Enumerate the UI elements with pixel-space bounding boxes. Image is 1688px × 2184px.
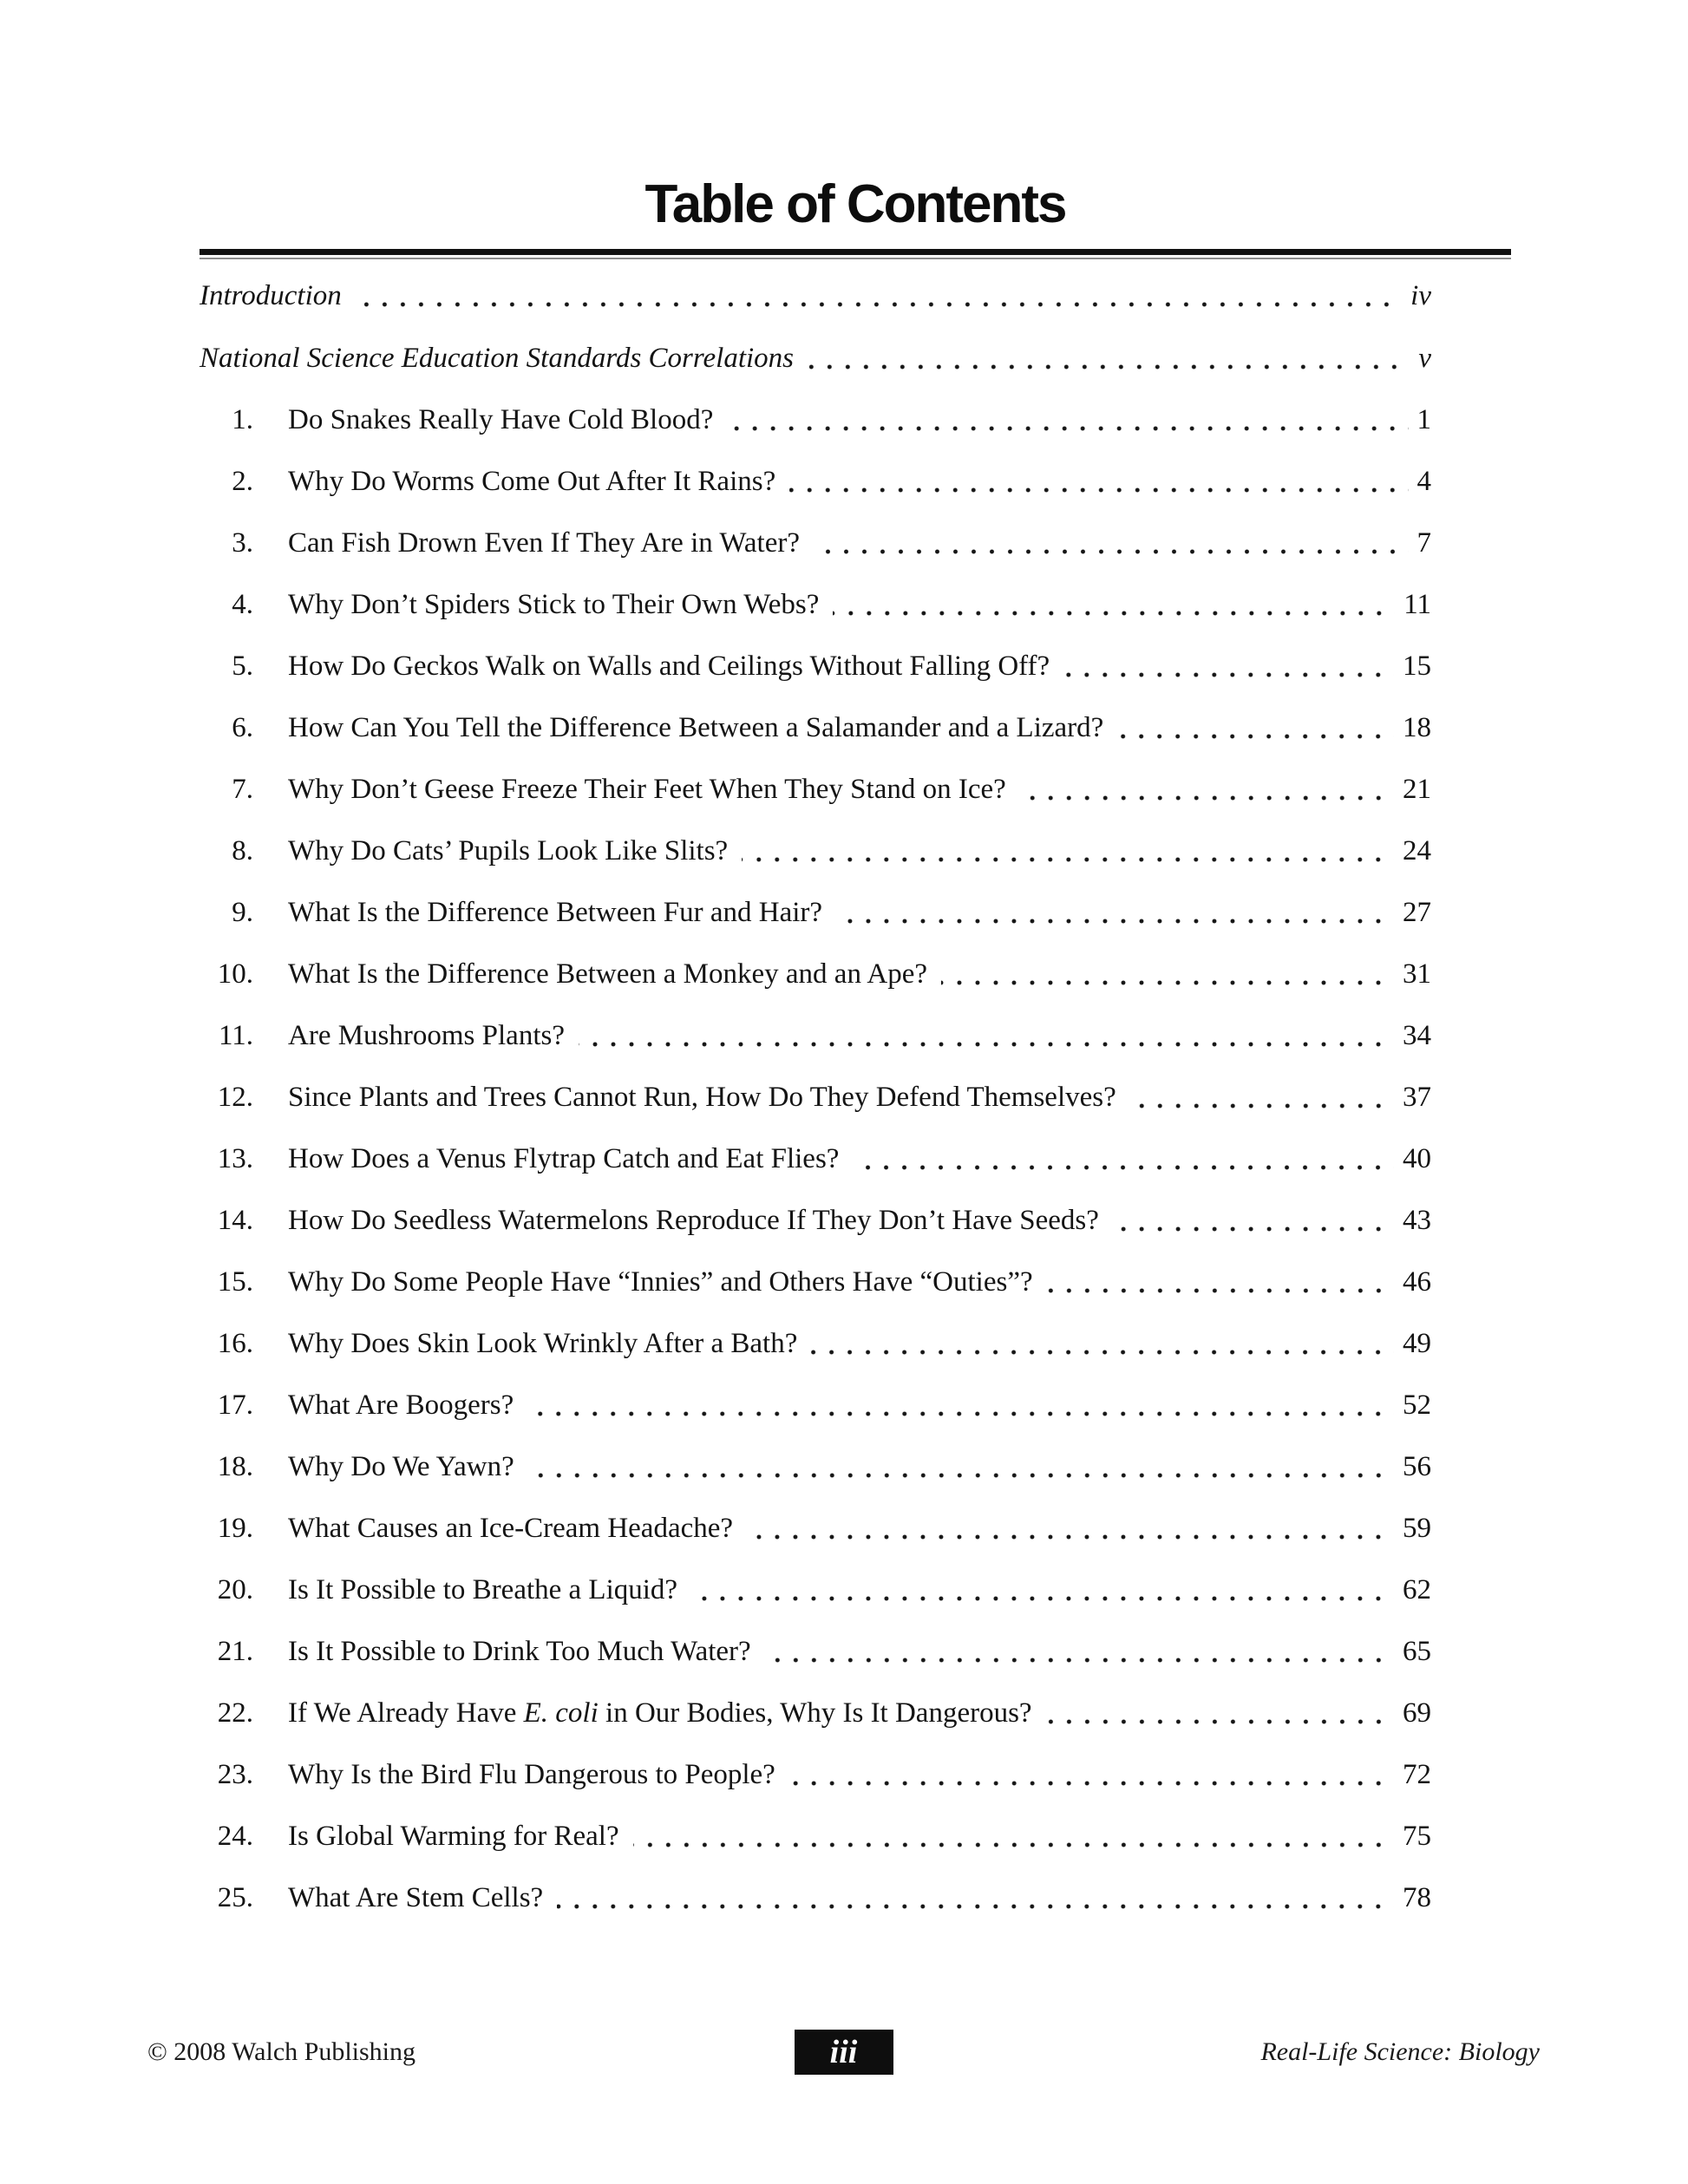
entry-title: How Do Seedless Watermelons Reproduce If They Don’t Have Seeds? (288, 1205, 1099, 1236)
entry-number: 20. (217, 1574, 253, 1605)
toc-entry (200, 624, 1431, 685)
entry-title: Introduction (200, 280, 342, 311)
entry-number: 18. (217, 1451, 253, 1482)
entry-number: 9. (232, 897, 253, 928)
toc-entry (200, 1732, 1431, 1794)
toc-entry (200, 500, 1431, 562)
entry-number: 11. (218, 1020, 253, 1051)
dot-leader (356, 302, 1402, 307)
entry-page-number: 43 (1403, 1205, 1431, 1236)
dot-leader (833, 611, 1395, 616)
entry-title: Why Do Cats’ Pupils Look Like Slits? (288, 835, 729, 866)
dot-leader (853, 1165, 1394, 1170)
entry-title: Can Fish Drown Even If They Are in Water? (288, 527, 800, 559)
dot-leader (765, 1658, 1394, 1663)
dot-leader (527, 1411, 1394, 1416)
entry-number: 2. (232, 466, 253, 497)
dot-leader (727, 426, 1408, 431)
dot-leader (579, 1042, 1394, 1047)
dot-leader (1130, 1103, 1394, 1108)
entry-number: 8. (232, 835, 253, 866)
toc-entry (200, 1609, 1431, 1671)
dot-leader (633, 1842, 1394, 1847)
toc-entry (200, 1855, 1431, 1917)
dot-leader (1063, 672, 1394, 677)
entry-number: 15. (217, 1266, 253, 1298)
toc-entry (200, 1116, 1431, 1178)
entry-number: 6. (232, 712, 253, 743)
dot-leader (742, 857, 1394, 862)
entry-page-number: 27 (1403, 897, 1431, 928)
entry-number: 1. (232, 404, 253, 435)
entry-title: Why Is the Bird Flu Dangerous to People? (288, 1759, 775, 1790)
entry-number: 14. (217, 1205, 253, 1236)
entry-number: 21. (217, 1636, 253, 1667)
entry-title: Why Don’t Geese Freeze Their Feet When They Stand on Ice? (288, 774, 1006, 805)
dot-leader (1113, 1226, 1394, 1232)
dot-leader (789, 1781, 1394, 1786)
dot-leader (557, 1904, 1394, 1909)
toc-entry (200, 1055, 1431, 1116)
entry-title: What Are Boogers? (288, 1390, 514, 1421)
entry-page-number: 31 (1403, 958, 1431, 990)
entry-title: Do Snakes Really Have Cold Blood? (288, 404, 714, 435)
title-rule-thin (200, 258, 1511, 259)
page-title: Table of Contents (644, 174, 1066, 234)
toc-entry (200, 377, 1431, 439)
entry-page-number: 62 (1403, 1574, 1431, 1605)
entry-title: If We Already Have E. coli in Our Bodies, Why Is It Dangerous? (288, 1697, 1032, 1729)
toc-entry (200, 315, 1431, 377)
entry-title: National Science Education Standards Correlations (200, 343, 795, 374)
copyright-notice: © 2008 Walch Publishing (147, 2037, 415, 2066)
entry-number: 25. (217, 1882, 253, 1913)
entry-title: Since Plants and Trees Cannot Run, How Do They Defend Themselves? (288, 1082, 1116, 1113)
entry-title: How Do Geckos Walk on Walls and Ceilings Without Falling Off? (288, 651, 1050, 682)
entry-title: Is It Possible to Breathe a Liquid? (288, 1574, 678, 1605)
entry-page-number: 40 (1403, 1143, 1431, 1174)
entry-title: What Is the Difference Between Fur and Hair? (288, 897, 823, 928)
entry-title: How Does a Venus Flytrap Catch and Eat Flies? (288, 1143, 840, 1174)
entry-title: What Are Stem Cells? (288, 1882, 544, 1913)
entry-title: Are Mushrooms Plants? (288, 1020, 565, 1051)
entry-number: 17. (217, 1390, 253, 1421)
entry-title: Why Do We Yawn? (288, 1451, 514, 1482)
entry-number: 24. (217, 1821, 253, 1852)
entry-page-number: 78 (1403, 1882, 1431, 1913)
toc-entry (200, 1178, 1431, 1239)
toc-entry (200, 1547, 1431, 1609)
entry-title: What Is the Difference Between a Monkey and an Ape? (288, 958, 928, 990)
toc-entry (200, 870, 1431, 932)
dot-leader (691, 1596, 1394, 1601)
toc-entry (200, 1363, 1431, 1424)
entry-number: 10. (217, 958, 253, 990)
entry-page-number: 52 (1403, 1390, 1431, 1421)
toc-entry (200, 1486, 1431, 1547)
entry-number: 12. (217, 1082, 253, 1113)
dot-leader (836, 919, 1394, 924)
entry-page-number: 7 (1416, 527, 1431, 559)
entry-page-number: v (1418, 343, 1431, 374)
entry-page-number: 4 (1416, 466, 1431, 497)
toc-entry (200, 747, 1431, 808)
entry-page-number: 69 (1403, 1697, 1431, 1729)
entry-number: 5. (232, 651, 253, 682)
entry-page-number: 1 (1416, 404, 1431, 435)
entry-number: 3. (232, 527, 253, 559)
entry-page-number: 11 (1403, 589, 1431, 620)
dot-leader (1117, 734, 1394, 739)
entry-page-number: 49 (1403, 1328, 1431, 1359)
entry-title: Is Global Warming for Real? (288, 1821, 619, 1852)
entry-title: What Causes an Ice-Cream Headache? (288, 1513, 734, 1544)
page-number-badge: iii (795, 2030, 893, 2075)
entry-page-number: 59 (1403, 1513, 1431, 1544)
entry-number: 4. (232, 589, 253, 620)
book-title: Real-Life Science: Biology (1260, 2037, 1540, 2066)
entry-number: 19. (217, 1513, 253, 1544)
entry-title: Is It Possible to Drink Too Much Water? (288, 1636, 751, 1667)
toc-entry (200, 932, 1431, 993)
toc-entry (200, 685, 1431, 747)
entry-page-number: 72 (1403, 1759, 1431, 1790)
dot-leader (528, 1473, 1394, 1478)
toc-entry (200, 1671, 1431, 1732)
entry-page-number: 37 (1403, 1082, 1431, 1113)
entry-title: Why Don’t Spiders Stick to Their Own Webs? (288, 589, 820, 620)
page-content (200, 174, 1511, 1917)
toc-entry (200, 808, 1431, 870)
dot-leader (814, 549, 1409, 554)
entry-number: 23. (217, 1759, 253, 1790)
toc-entry (200, 265, 1431, 315)
dot-leader (811, 1350, 1394, 1355)
dot-leader (1046, 1719, 1394, 1724)
dot-leader (1047, 1288, 1394, 1293)
entry-page-number: 65 (1403, 1636, 1431, 1667)
entry-title: Why Do Some People Have “Innies” and Others Have “Outies”? (288, 1266, 1033, 1298)
toc-entry (200, 439, 1431, 500)
entry-page-number: 46 (1403, 1266, 1431, 1298)
entry-page-number: 34 (1403, 1020, 1431, 1051)
entry-page-number: 18 (1403, 712, 1431, 743)
dot-leader (941, 980, 1394, 985)
entry-number: 16. (217, 1328, 253, 1359)
entry-page-number: 21 (1403, 774, 1431, 805)
entry-page-number: 24 (1403, 835, 1431, 866)
entry-page-number: 75 (1403, 1821, 1431, 1852)
toc-entry (200, 1794, 1431, 1855)
entry-title: Why Do Worms Come Out After It Rains? (288, 466, 776, 497)
toc-entry (200, 993, 1431, 1055)
entry-number: 7. (232, 774, 253, 805)
entry-page-number: 56 (1403, 1451, 1431, 1482)
dot-leader (789, 487, 1408, 493)
title-rule (200, 249, 1511, 259)
entry-page-number: 15 (1403, 651, 1431, 682)
toc-list (200, 265, 1431, 1917)
toc-entry (200, 562, 1431, 624)
entry-title: Why Does Skin Look Wrinkly After a Bath? (288, 1328, 798, 1359)
dot-leader (808, 364, 1410, 369)
page-footer (147, 2028, 1540, 2076)
dot-leader (747, 1534, 1394, 1540)
toc-entry (200, 1239, 1431, 1301)
toc-entry (200, 1424, 1431, 1486)
entry-page-number: iv (1410, 280, 1431, 311)
entry-title: How Can You Tell the Difference Between a Salamander and a Lizard? (288, 712, 1104, 743)
title-rule-thick (200, 249, 1511, 255)
toc-entry (200, 1301, 1431, 1363)
entry-number: 22. (217, 1697, 253, 1729)
entry-number: 13. (217, 1143, 253, 1174)
dot-leader (1020, 795, 1394, 801)
